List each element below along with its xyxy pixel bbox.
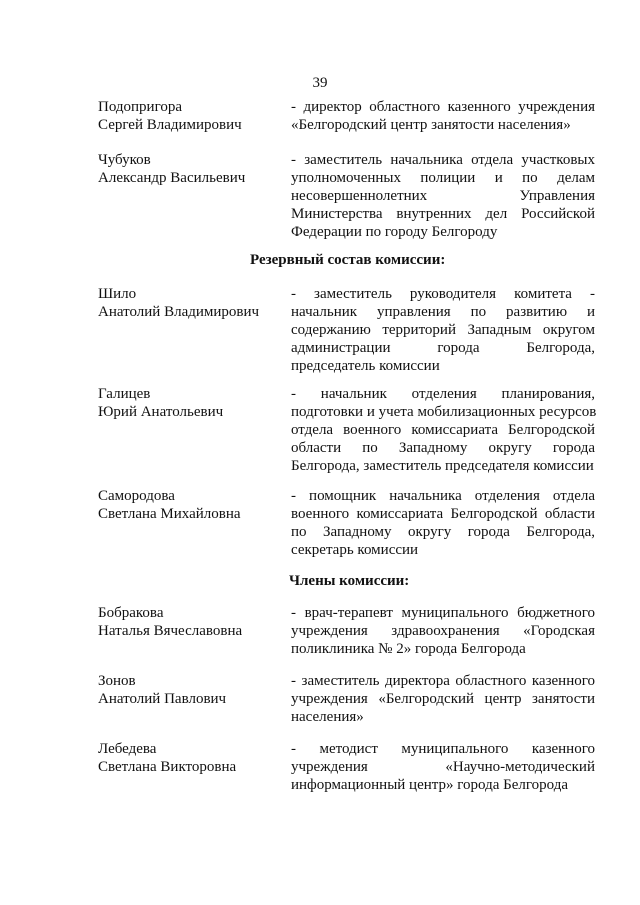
surname: Подопригора — [98, 99, 183, 115]
description-line: Министерства внутренних дел Российской — [291, 206, 595, 222]
given-names: Наталья Вячеславовна — [98, 623, 243, 639]
description-line: - начальник отделения планирования, — [291, 386, 595, 402]
description-line: председатель комиссии — [291, 358, 440, 374]
given-names: Юрий Анатольевич — [98, 404, 224, 420]
description-line: учреждения «Белгородский центр занятости — [291, 691, 595, 707]
position-description — [291, 740, 595, 794]
description-line: - заместитель начальника отдела участковых — [291, 152, 595, 168]
description-line: - врач-терапевт муниципального бюджетного — [291, 605, 595, 621]
description-line: - заместитель руководителя комитета - — [291, 286, 595, 302]
given-names: Сергей Владимирович — [98, 117, 242, 133]
person-name — [98, 604, 278, 640]
person-name — [98, 151, 278, 187]
description-line: - заместитель директора областного казенного — [291, 673, 595, 689]
reserve-section-title: Резервный состав комиссии: — [250, 252, 446, 268]
description-line: поликлиника № 2» города Белгорода — [291, 641, 526, 657]
surname: Зонов — [98, 673, 136, 689]
description-line: информационный центр» города Белгорода — [291, 777, 569, 793]
description-line: «Белгородский центр занятости населения» — [291, 117, 571, 133]
surname: Галицев — [98, 386, 151, 402]
given-names: Анатолий Павлович — [98, 691, 227, 707]
position-description — [291, 604, 595, 658]
position-description — [291, 285, 595, 375]
description-line: секретарь комиссии — [291, 542, 419, 558]
given-names: Светлана Викторовна — [98, 759, 237, 775]
description-line: области по Западному округу города — [291, 440, 595, 456]
position-description — [291, 98, 595, 134]
given-names: Анатолий Владимирович — [98, 304, 260, 320]
position-description — [291, 487, 595, 559]
description-line: населения» — [291, 709, 364, 725]
description-line: начальник управления по развитию и — [291, 304, 595, 320]
description-line: подготовки и учета мобилизационных ресурсов — [291, 404, 597, 420]
description-line: содержанию территорий Западным округом — [291, 322, 595, 338]
description-line: Федерации по городу Белгороду — [291, 224, 498, 240]
position-description — [291, 672, 595, 726]
description-line: по Западному округу города Белгорода, — [291, 524, 595, 540]
description-line: администрации города Белгорода, — [291, 340, 595, 356]
person-name — [98, 672, 278, 708]
description-line: учреждения «Научно-методический — [291, 759, 595, 775]
page-number: 39 — [312, 75, 328, 91]
description-line: - директор областного казенного учреждения — [291, 99, 595, 115]
members-section-title: Члены комиссии: — [289, 573, 410, 589]
person-name — [98, 487, 278, 523]
given-names: Александр Васильевич — [98, 170, 246, 186]
surname: Шило — [98, 286, 137, 302]
description-line: отдела военного комиссариата Белгородской — [291, 422, 595, 438]
description-line: Белгорода, заместитель председателя комиссии — [291, 458, 594, 474]
surname: Самородова — [98, 488, 175, 504]
description-line: учреждения здравоохранения «Городская — [291, 623, 595, 639]
person-name — [98, 740, 278, 776]
position-description — [291, 385, 595, 475]
description-line: несовершеннолетних Управления — [291, 188, 595, 204]
description-line: - методист муниципального казенного — [291, 741, 595, 757]
description-line: - помощник начальника отделения отдела — [291, 488, 595, 504]
surname: Бобракова — [98, 605, 164, 621]
given-names: Светлана Михайловна — [98, 506, 241, 522]
person-name — [98, 98, 278, 134]
person-name — [98, 385, 278, 421]
person-name — [98, 285, 278, 321]
surname: Лебедева — [98, 741, 157, 757]
description-line: военного комиссариата Белгородской области — [291, 506, 595, 522]
description-line: уполномоченных полиции и по делам — [291, 170, 595, 186]
position-description — [291, 151, 595, 241]
surname: Чубуков — [98, 152, 151, 168]
